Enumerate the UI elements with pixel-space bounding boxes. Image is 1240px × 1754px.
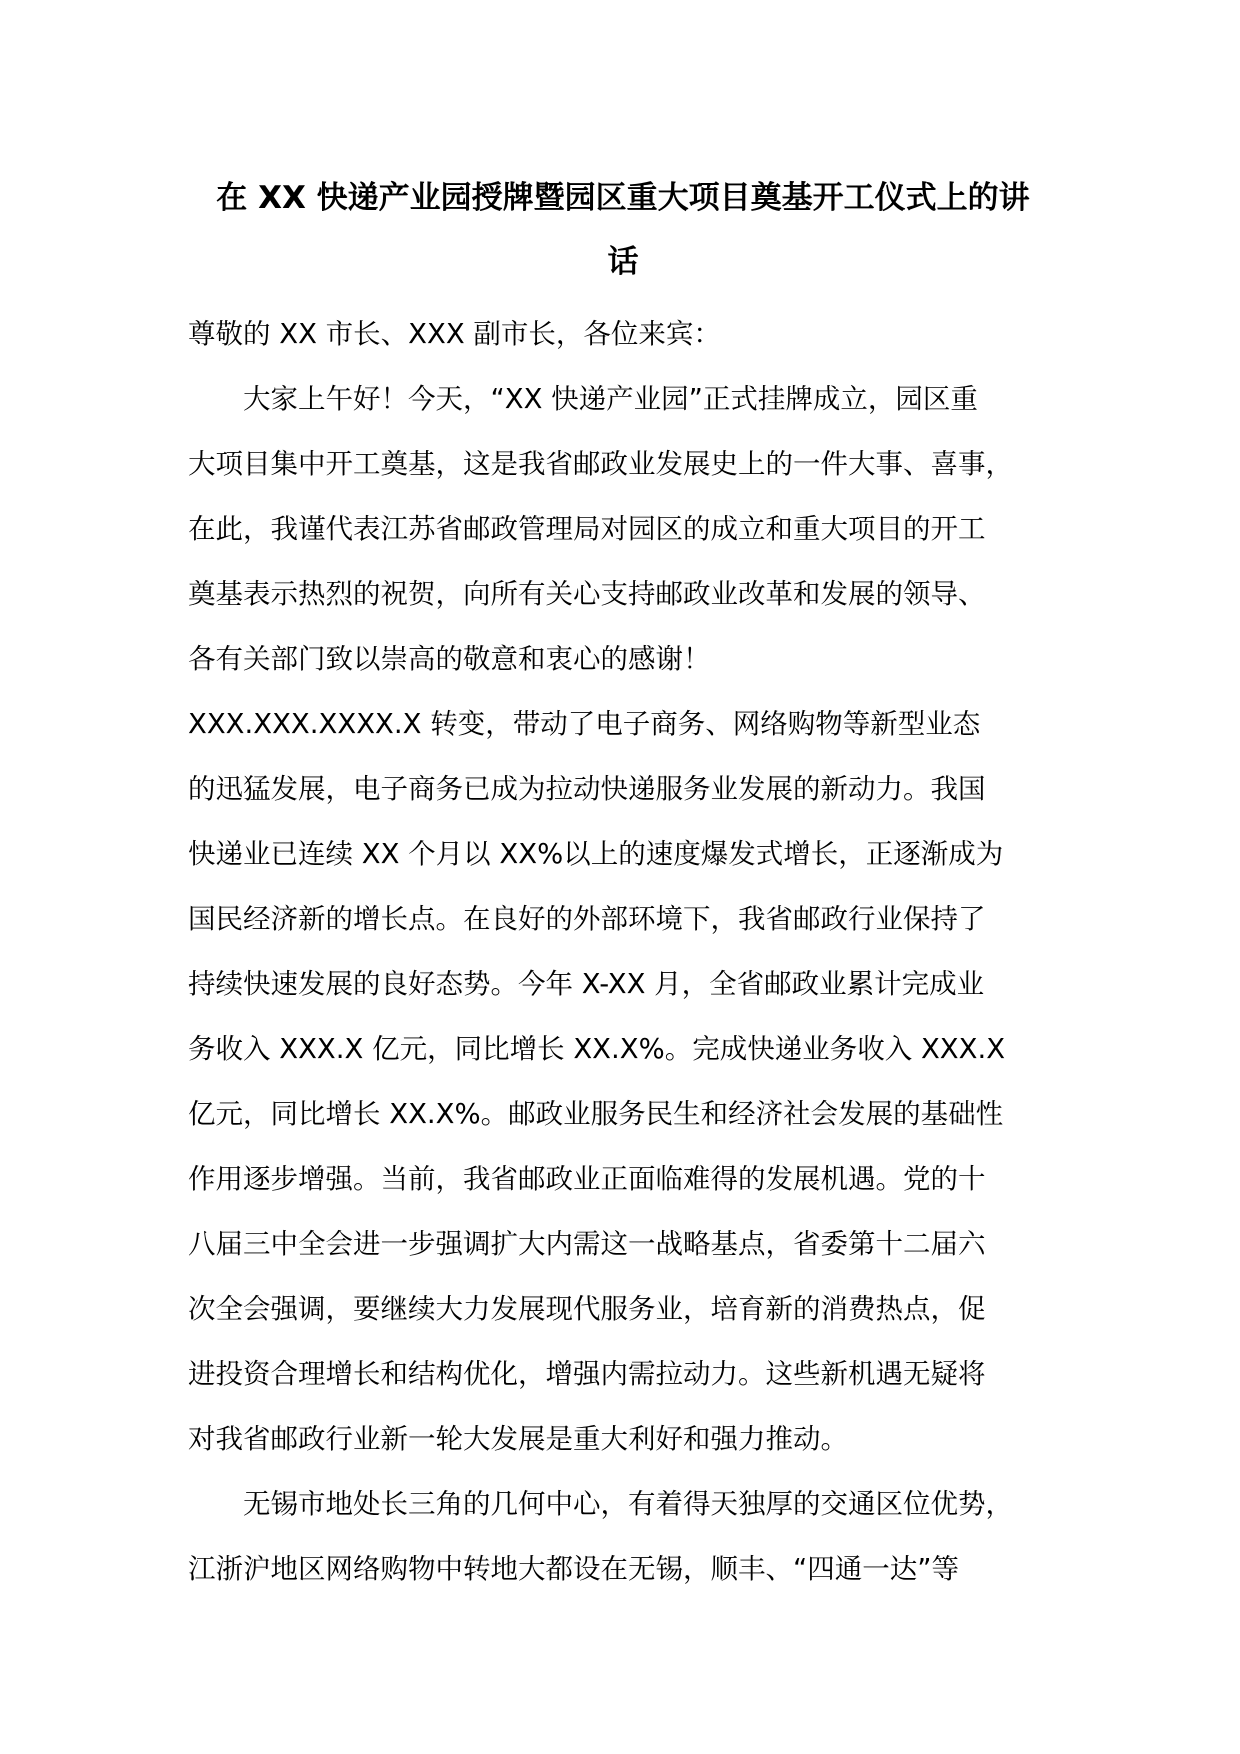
body-line: 无锡市地处长三角的几何中心，有着得天独厚的交通区位优势， bbox=[188, 1488, 1013, 1520]
document-body bbox=[188, 302, 1078, 1602]
body-line: 大家上午好！今天，“XX 快递产业园”正式挂牌成立，园区重 bbox=[188, 383, 978, 415]
body-line: 江浙沪地区网络购物中转地大都设在无锡，顺丰、“四通一达”等 bbox=[188, 1553, 959, 1585]
salutation-line: 尊敬的 XX 市长、XXX 副市长，各位来宾： bbox=[188, 318, 721, 350]
title-line-2: 话 bbox=[607, 244, 639, 280]
body-line: 的迅猛发展，电子商务已成为拉动快递服务业发展的新动力。我国 bbox=[188, 773, 986, 805]
document-title bbox=[188, 166, 1058, 294]
body-line: 国民经济新的增长点。在良好的外部环境下，我省邮政行业保持了 bbox=[188, 903, 986, 935]
body-line: 亿元，同比增长 XX.X%。邮政业服务民生和经济社会发展的基础性 bbox=[188, 1098, 1004, 1130]
body-line: 作用逐步增强。当前，我省邮政业正面临难得的发展机遇。党的十 bbox=[188, 1163, 986, 1195]
body-line: 快递业已连续 XX 个月以 XX%以上的速度爆发式增长，正逐渐成为 bbox=[188, 838, 1004, 870]
body-line: 次全会强调，要继续大力发展现代服务业，培育新的消费热点，促 bbox=[188, 1293, 986, 1325]
title-line-1: 在 XX 快递产业园授牌暨园区重大项目奠基开工仪式上的讲 bbox=[216, 180, 1030, 216]
body-line: 各有关部门致以崇高的敬意和衷心的感谢！ bbox=[188, 643, 711, 675]
body-line: 进投资合理增长和结构优化，增强内需拉动力。这些新机遇无疑将 bbox=[188, 1358, 986, 1390]
body-line: 八届三中全会进一步强调扩大内需这一战略基点，省委第十二届六 bbox=[188, 1228, 986, 1260]
body-line: 对我省邮政行业新一轮大发展是重大利好和强力推动。 bbox=[188, 1423, 848, 1455]
body-line: 奠基表示热烈的祝贺，向所有关心支持邮政业改革和发展的领导、 bbox=[188, 578, 986, 610]
body-line: 持续快速发展的良好态势。今年 X-XX 月，全省邮政业累计完成业 bbox=[188, 968, 985, 1000]
body-line: XXX.XXX.XXXX.X 转变，带动了电子商务、网络购物等新型业态 bbox=[188, 708, 981, 740]
body-line: 务收入 XXX.X 亿元，同比增长 XX.X%。完成快递业务收入 XXX.X bbox=[188, 1033, 1006, 1065]
body-line: 在此，我谨代表江苏省邮政管理局对园区的成立和重大项目的开工 bbox=[188, 513, 986, 545]
body-line: 大项目集中开工奠基，这是我省邮政业发展史上的一件大事、喜事， bbox=[188, 448, 1013, 480]
